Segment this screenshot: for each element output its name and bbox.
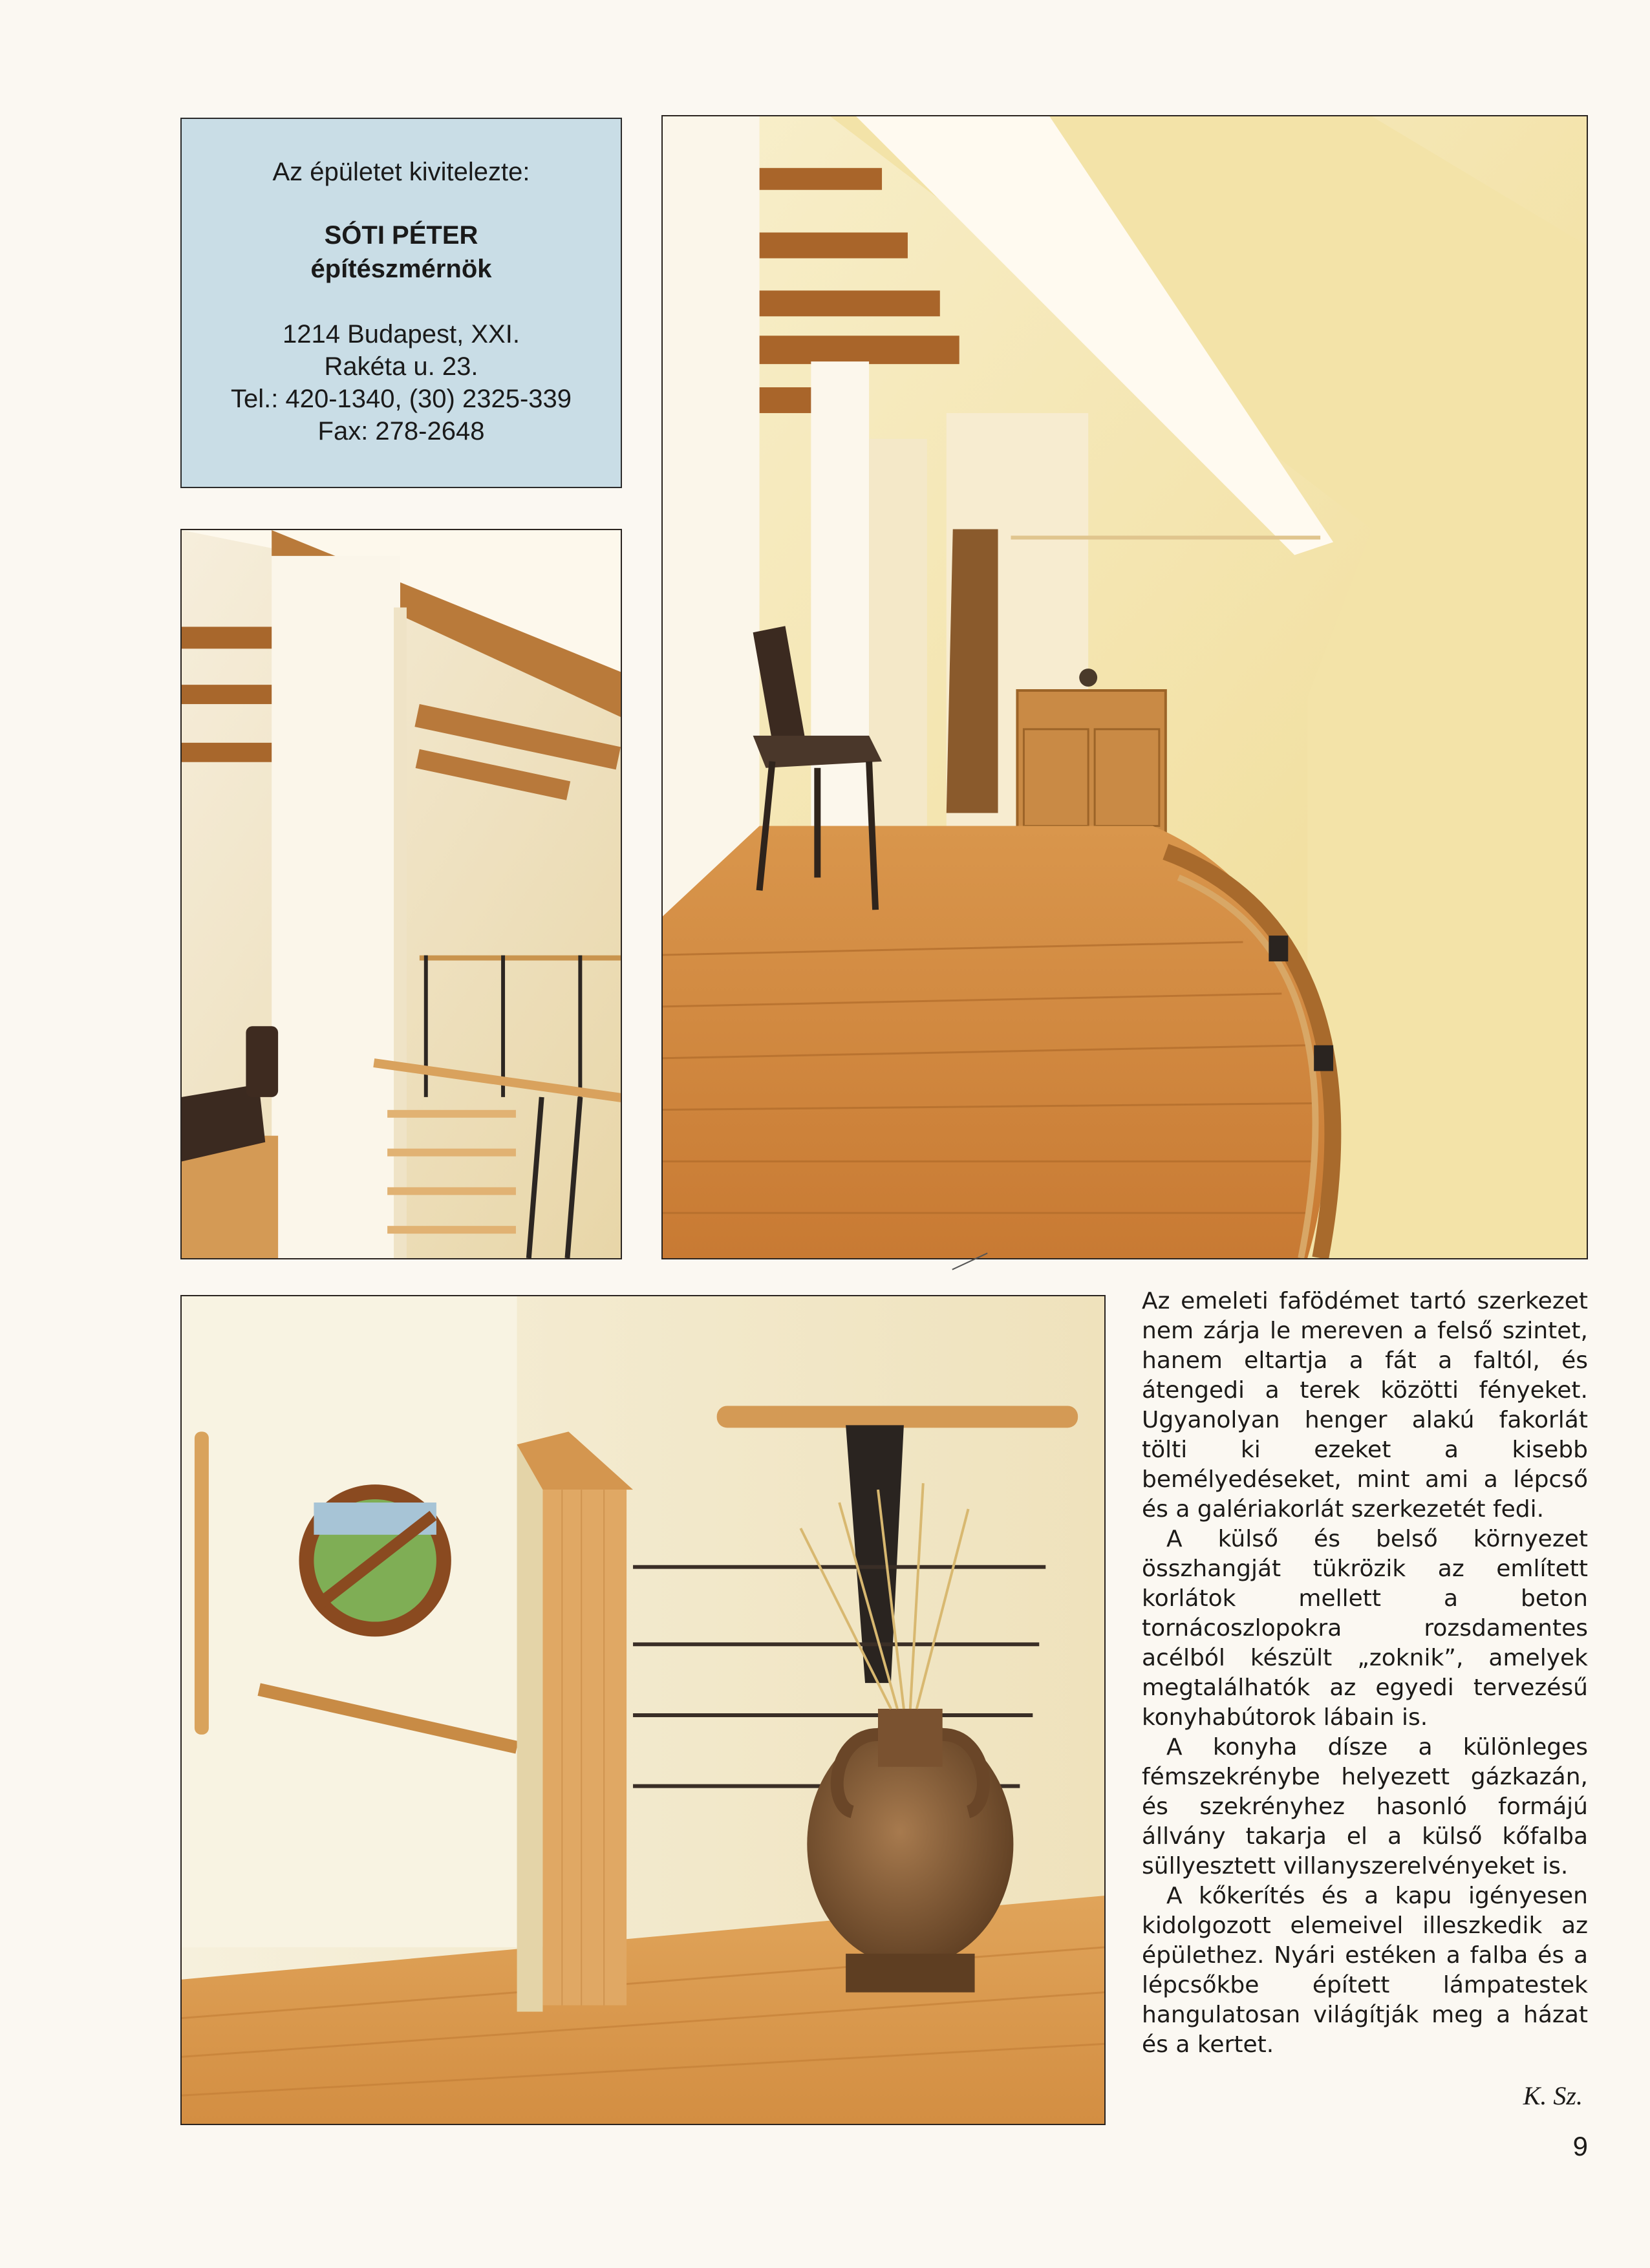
article-paragraph: Az emeleti fafödémet tartó szerkezet nem zárja le mereven a felső szintet, hanem eltartja a fát a faltól, és átengedi a terek közötti fényeket. Ugyanolyan henger alakú fakorlát tölti ki ezeket a kisebb bemélyedéseket, mint ami a lépcső és a galériakorlát szerkezetét fedi. [1142,1288,1588,1523]
author-signature: K. Sz. [1523,2081,1583,2110]
article-body [1142,1287,1588,2060]
credit-role: építészmérnök [310,255,492,283]
credit-name: SÓTI PÉTER [324,221,478,250]
photo-gallery-beams [180,529,622,1259]
photo-staircase-vase-image [182,1296,1104,2124]
article-paragraph: A kőkerítés és a kapu igényesen kidolgozott elemeivel illeszkedik az épülethez. Nyári estéken a falba és a lépcsőkbe épített lámpatestek hangulatosan világítják meg a házat és a kertet. [1142,1883,1588,2058]
photo-gallery-beams-image [182,530,621,1258]
article-paragraph: A konyha dísze a különleges fémszekrénybe helyezett gázkazán, és szekrényhez hasonló formájú állvány takarja el a külső kőfalba süllyesztett villanyszerelvényeket is. [1142,1734,1588,1879]
photo-hallway [661,115,1588,1259]
phone-line: Tel.: 420-1340, (30) 2325-339 [230,385,572,413]
credit-intro: Az épületet kivitelezte: [272,158,530,186]
credit-address [182,318,621,447]
photo-staircase-vase [180,1295,1106,2125]
builder-credit-box [180,118,622,488]
fax-line: Fax: 278-2648 [317,417,485,445]
photo-hallway-image [663,116,1587,1258]
page-number: 9 [1572,2131,1588,2161]
address-line-2: Rakéta u. 23. [324,352,478,381]
address-line-1: 1214 Budapest, XXI. [283,320,520,348]
article-paragraph: A külső és belső környezet összhangját tükrözik az említett korlátok mellett a beton tornácoszlopokra rozsdamentes acélból készült „zoknik”, amelyek megtalálhatók az egyedi tervezésű konyhabútorok lábain is. [1142,1526,1588,1731]
